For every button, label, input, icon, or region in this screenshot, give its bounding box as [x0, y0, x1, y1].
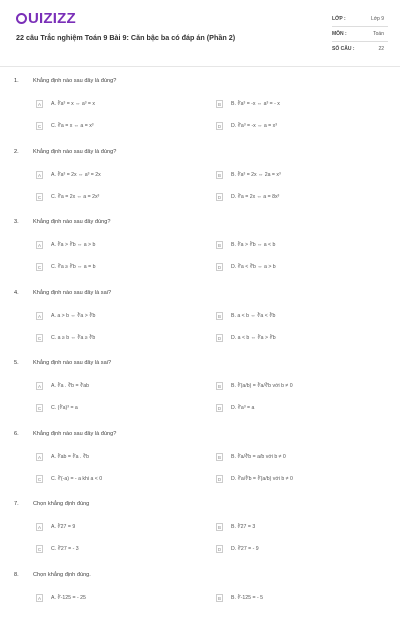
question-item	[0, 219, 400, 289]
meta-value: 22	[378, 46, 384, 52]
option-letter-box: A	[37, 595, 41, 601]
option-text: D. ∛27 = - 9	[231, 546, 259, 552]
option-text: B. ∛27 = 3	[231, 524, 256, 530]
question-item	[0, 501, 400, 571]
meta-value: Toán	[373, 31, 384, 37]
option-text: C. (∛a)³ = a	[51, 405, 78, 411]
option-letter-box: A	[37, 172, 41, 178]
option-text: A. ∛a . ∛b = ∛ab	[51, 383, 90, 389]
header-divider	[0, 66, 400, 67]
option-text: A. ∛-125 = - 25	[51, 594, 86, 601]
header	[0, 0, 400, 64]
option-text: C. ∛a ≥ ∛b ⇔ a = b	[51, 264, 96, 270]
page-title: 22 câu Trắc nghiệm Toán 9 Bài 9: Căn bậc ba có đáp án (Phần 2)	[16, 33, 236, 42]
question-text: Chọn khẳng định đúng	[33, 501, 90, 507]
option-letter-box: D	[217, 406, 222, 411]
option-letter-box: D	[217, 194, 222, 200]
option-text: A. ∛ab = ∛a . ∛b	[51, 453, 90, 460]
option-text: B. ∛a > ∛b ⇔ a < b	[231, 242, 276, 248]
option-text: C. ∛a = 2x ⇔ a = 2x³	[51, 193, 100, 200]
option-text: B. ∛a/∛b = a/b với b ≠ 0	[231, 453, 286, 460]
question-item	[0, 290, 400, 360]
option-text: D. ∛a = 2x ⇔ a = 8x³	[231, 193, 280, 200]
option-letter-box: D	[217, 335, 222, 341]
option-letter-box: C	[37, 335, 42, 341]
question-text: Khẳng định nào sau đây là đúng?	[33, 430, 117, 437]
meta-row-subject	[332, 27, 388, 42]
question-text: Khẳng định nào sau đây là đúng?	[33, 78, 117, 84]
option-letter-box: D	[217, 476, 222, 482]
quizizz-logo[interactable]	[16, 10, 76, 27]
option-text: C. ∛27 = - 3	[51, 546, 79, 552]
option-letter-box: C	[37, 265, 42, 270]
meta-key: SỐ CÂU :	[332, 46, 355, 52]
option-text: C. a ≥ b ⇔ ∛a ≥ ∛b	[51, 334, 96, 341]
option-letter-box: D	[217, 547, 222, 552]
option-text: D. ∛a/∛b = ∛(a/b) với b ≠ 0	[231, 475, 293, 482]
logo-text: UIZIZZ	[28, 10, 76, 27]
option-letter-box: A	[37, 525, 41, 530]
option-text: A. ∛a³ = x ⇔ a³ = x	[51, 101, 95, 107]
question-text: Khẳng định nào sau đây là sai?	[33, 289, 112, 296]
question-text: Khẳng định nào sau đây là đúng?	[33, 148, 117, 155]
option-text: D. a < b ⇔ ∛a > ∛b	[231, 334, 276, 341]
option-text: A. ∛a³ = 2x ⇔ a³ = 2x	[51, 171, 101, 178]
logo-q-icon	[16, 13, 27, 24]
option-text: B. a < b ⇔ ∛a < ∛b	[231, 312, 276, 319]
question-text: Khẳng định nào sau đây đúng?	[33, 219, 111, 225]
option-text: D. ∛a³ = -x ⇔ a = x³	[231, 123, 277, 129]
option-letter-box: D	[217, 124, 222, 129]
question-item	[0, 572, 400, 642]
question-number: 4.	[14, 289, 19, 296]
option-text: B. ∛a³ = -x ⇔ a³ = - x	[231, 101, 280, 107]
option-text: A. a > b ⇔ ∛a > ∛b	[51, 312, 96, 319]
option-letter-box: B	[217, 172, 221, 178]
option-letter-box: C	[37, 476, 42, 482]
option-letter-box: C	[37, 406, 42, 411]
question-number: 1.	[14, 78, 19, 84]
question-item	[0, 78, 400, 148]
option-letter-box: C	[37, 124, 42, 129]
option-text: B. ∛(a/b) = ∛a/∛b với b ≠ 0	[231, 383, 293, 389]
meta-panel	[332, 12, 388, 56]
option-letter-box: B	[217, 384, 221, 389]
question-number: 3.	[14, 219, 19, 225]
meta-key: MÔN :	[332, 31, 347, 37]
option-letter-box: A	[37, 454, 41, 460]
option-text: B. ∛a³ = 2x ⇔ 2a = x³	[231, 171, 281, 178]
question-text: Khẳng định nào sau đây là sai?	[33, 360, 112, 366]
question-number: 2.	[14, 148, 19, 155]
option-letter-box: B	[217, 243, 221, 248]
question-number: 7.	[14, 501, 19, 507]
option-letter-box: C	[37, 547, 42, 552]
option-text: A. ∛a > ∛b ⇔ a > b	[51, 242, 96, 248]
option-letter-box: B	[217, 595, 221, 601]
meta-key: LỚP :	[332, 16, 346, 22]
option-letter-box: B	[217, 313, 221, 319]
question-item	[0, 431, 400, 501]
option-letter-box: A	[37, 102, 41, 107]
option-text: A. ∛27 = 9	[51, 524, 76, 530]
option-text: C. ∛(-a) = - a khi a < 0	[51, 475, 103, 482]
question-number: 8.	[14, 571, 19, 578]
meta-row-class	[332, 12, 388, 27]
option-text: C. ∛a = x ⇔ a = x³	[51, 123, 94, 129]
option-letter-box: B	[217, 454, 221, 460]
option-letter-box: A	[37, 313, 41, 319]
option-letter-box: B	[217, 102, 221, 107]
meta-value: Lớp 9	[370, 16, 384, 22]
meta-row-count	[332, 42, 388, 56]
question-item	[0, 360, 400, 430]
option-letter-box: A	[37, 243, 41, 248]
question-item	[0, 149, 400, 219]
question-number: 6.	[14, 430, 19, 437]
question-number: 5.	[14, 360, 19, 366]
option-letter-box: C	[37, 194, 42, 200]
option-text: B. ∛-125 = - 5	[231, 594, 263, 601]
option-letter-box: D	[217, 265, 222, 270]
option-letter-box: B	[217, 525, 221, 530]
question-text: Chọn khẳng định đúng.	[33, 571, 91, 578]
option-letter-box: A	[37, 384, 41, 389]
option-text: D. ∛a < ∛b ⇔ a > b	[231, 264, 276, 270]
option-text: D. ∛a³ = a	[231, 405, 255, 411]
